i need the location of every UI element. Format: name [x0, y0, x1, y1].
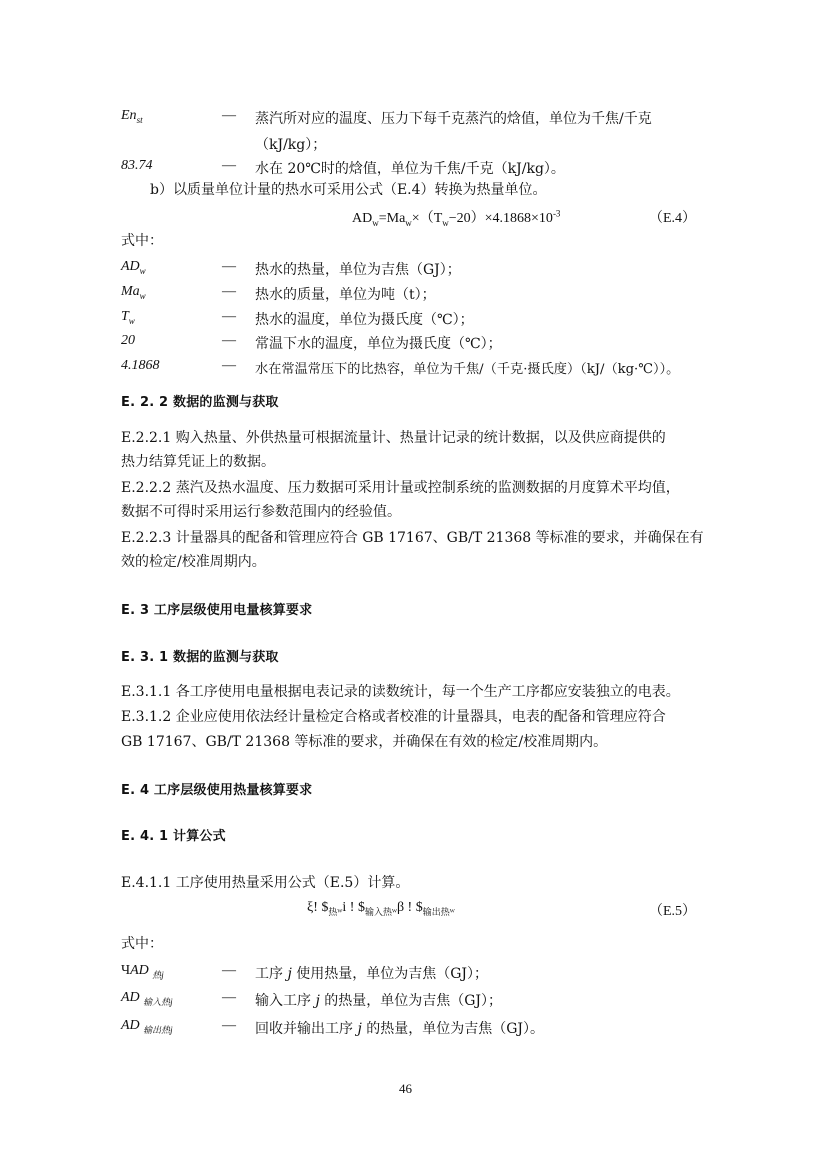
- symbol-adw: $AD_w$: [121, 259, 146, 276]
- paragraph-e2222-line1: E.2.2.2 蒸汽及热水温度、压力数据可采用计量或控制系统的监测数据的月度算术平均值，: [121, 480, 680, 496]
- symbol-ad-output-heat-j: AD $_{输出热j}$: [121, 1018, 173, 1035]
- where-label: 式中：: [121, 233, 163, 249]
- dash: —: [222, 284, 236, 299]
- symbol-ad-input-heat-j: AD $_{输入热j}$: [121, 990, 173, 1007]
- list-item-b: b）以质量单位计量的热水可采用公式（E.4）转换为热量单位。: [150, 182, 547, 198]
- paragraph-e312-line1: E.3.1.2 企业应使用依法经计量检定合格或者校准的计量器具，电表的配备和管理应符合: [121, 709, 666, 725]
- formula-e4: $AD_w=Ma_w\times(T_w-20)\times 4.1868\times 10^{-3}$: [352, 208, 561, 228]
- where-label: 式中：: [121, 936, 163, 952]
- dash: —: [222, 358, 236, 373]
- definition-text: 热水的质量，单位为吨（t）；: [255, 287, 436, 303]
- definition-text: 热水的温度，单位为摄氏度（℃）；: [255, 312, 474, 328]
- definition-text: 水在常温常压下的比热容，单位为千焦/（千克·摄氏度）（kJ/（kg·℃））。: [255, 362, 680, 377]
- formula-e5: ξ! $\$_{热ᵂ}i$ ! $\$_{输入热ᵂ}\beta$ ! $\$_{输出热ᵂ}$: [307, 900, 455, 917]
- paragraph-e2221-line2: 热力结算凭证上的数据。: [121, 454, 275, 470]
- definition-text: 回收并输出工序 j 的热量，单位为吉焦（GJ）。: [255, 1021, 545, 1037]
- symbol-41868: 4.1868: [121, 358, 160, 373]
- symbol-maw: $Ma_w$: [121, 284, 146, 301]
- dash: —: [222, 963, 236, 978]
- dash: —: [222, 108, 236, 123]
- definition-continuation: （kJ/kg）；: [255, 137, 327, 153]
- definition-text: 工序 j 使用热量，单位为吉焦（GJ）；: [255, 966, 489, 982]
- dash: —: [222, 259, 236, 274]
- symbol-ad-heat-j: ЧAD $_{热j}$: [121, 963, 164, 980]
- paragraph-e2222-line2: 数据不可得时采用运行参数范围内的经验值。: [121, 504, 401, 520]
- dash: —: [222, 309, 236, 324]
- dash: —: [222, 158, 236, 173]
- section-heading-e3: E. 3 工序层级使用电量核算要求: [121, 603, 313, 618]
- symbol-20: 20: [121, 333, 135, 348]
- definition-text: 蒸汽所对应的温度、压力下每千克蒸汽的焓值，单位为千焦/千克: [255, 111, 652, 127]
- definition-text: 常温下水的温度，单位为摄氏度（℃）；: [255, 336, 502, 352]
- section-heading-e4: E. 4 工序层级使用热量核算要求: [121, 783, 313, 798]
- symbol-8374: 83.74: [121, 158, 153, 173]
- section-heading-e41: E. 4. 1 计算公式: [121, 829, 226, 844]
- symbol-tw: $T_w$: [121, 309, 135, 326]
- paragraph-e311: E.3.1.1 各工序使用电量根据电表记录的读数统计，每一个生产工序都应安装独立的电表。: [121, 684, 680, 700]
- section-heading-e22: E. 2. 2 数据的监测与获取: [121, 395, 279, 410]
- definition-text: 水在 20℃时的焓值，单位为千焦/千克（kJ/kg）。: [255, 161, 565, 177]
- page-number: 46: [399, 1081, 412, 1096]
- symbol-enst: $En_{st}$: [121, 108, 143, 125]
- dash: —: [222, 1018, 236, 1033]
- paragraph-e411: E.4.1.1 工序使用热量采用公式（E.5）计算。: [121, 875, 410, 891]
- paragraph-e2221-line1: E.2.2.1 购入热量、外供热量可根据流量计、热量计记录的统计数据，以及供应商提供的: [121, 430, 666, 446]
- section-heading-e31: E. 3. 1 数据的监测与获取: [121, 650, 279, 665]
- paragraph-e312-line2: GB 17167、GB/T 21368 等标准的要求，并确保在有效的检定/校准周期内。: [121, 734, 608, 750]
- dash: —: [222, 990, 236, 1005]
- paragraph-e2223-line2: 效的检定/校准周期内。: [121, 554, 266, 570]
- equation-number-e5: （E.5）: [649, 904, 697, 919]
- equation-number-e4: （E.4）: [649, 211, 697, 226]
- definition-text: 输入工序 j 的热量，单位为吉焦（GJ）；: [255, 993, 503, 1009]
- dash: —: [222, 333, 236, 348]
- definition-text: 热水的热量，单位为吉焦（GJ）；: [255, 262, 461, 278]
- paragraph-e2223-line1: E.2.2.3 计量器具的配备和管理应符合 GB 17167、GB/T 21368 等标准的要求，并确保在有: [121, 530, 704, 546]
